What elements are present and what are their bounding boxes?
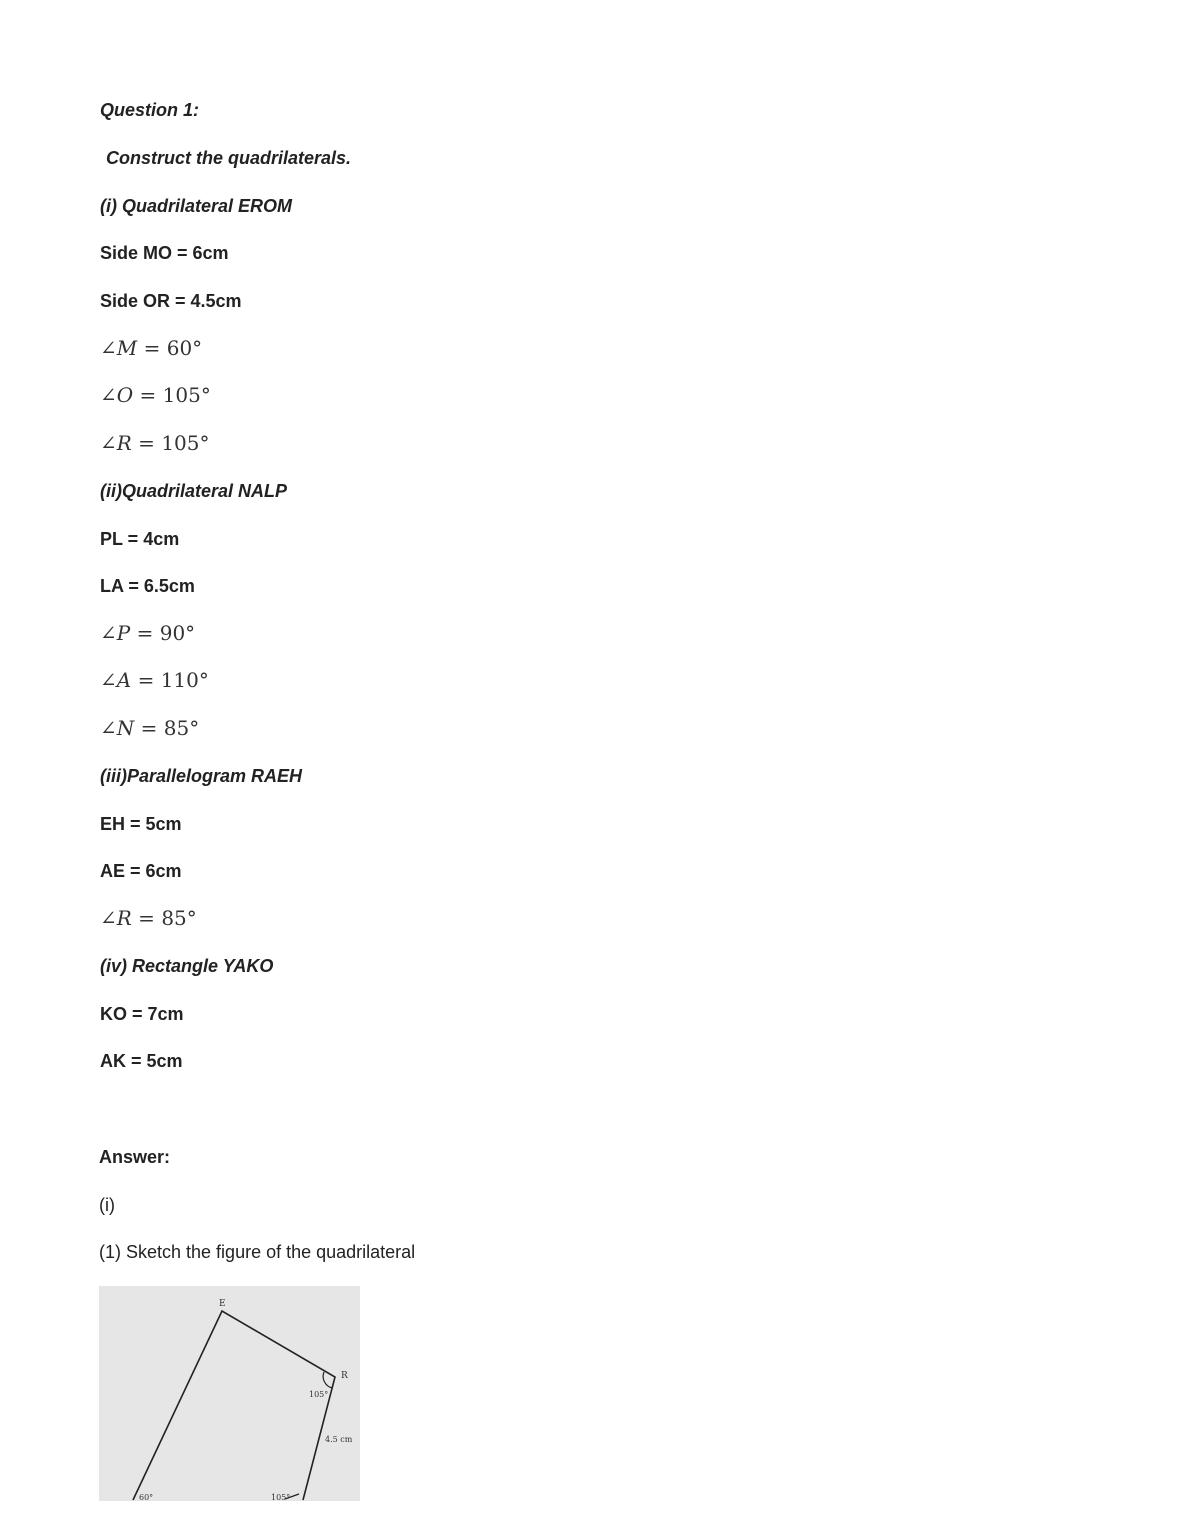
side-spec: AE = 6cm: [100, 861, 182, 881]
angle-spec: ∠N = 85°: [100, 716, 200, 740]
quadrilateral-drawing: [99, 1286, 360, 1501]
side-spec: KO = 7cm: [100, 1004, 184, 1024]
angle-spec: ∠R = 85°: [100, 906, 197, 930]
side-spec: EH = 5cm: [100, 814, 182, 834]
angle-m-label: 60°: [139, 1493, 154, 1501]
side-or-label: 4.5 cm: [325, 1435, 353, 1444]
answer-label: Answer:: [99, 1147, 171, 1167]
vertex-r-label: R: [341, 1371, 348, 1381]
side-spec: PL = 4cm: [100, 529, 180, 549]
angle-o-label: 105°: [271, 1493, 291, 1501]
question-title: Question 1:: [100, 100, 200, 120]
angle-r-label: 105°: [309, 1390, 329, 1399]
side-spec: Side OR = 4.5cm: [100, 291, 242, 311]
side-spec: LA = 6.5cm: [100, 576, 195, 596]
quadrilateral-sketch: [99, 1286, 360, 1501]
part-title: (ii)Quadrilateral NALP: [100, 481, 288, 501]
angle-spec: ∠A = 110°: [100, 668, 209, 692]
angle-spec: ∠R = 105°: [100, 431, 210, 455]
answer-step: (1) Sketch the figure of the quadrilateral: [99, 1242, 416, 1262]
angle-spec: ∠P = 90°: [100, 621, 196, 645]
side-spec: AK = 5cm: [100, 1051, 183, 1071]
side-spec: Side MO = 6cm: [100, 243, 229, 263]
vertex-e-label: E: [219, 1299, 226, 1309]
angle-spec: ∠M = 60°: [100, 336, 203, 360]
part-title: (iv) Rectangle YAKO: [100, 956, 274, 976]
angle-spec: ∠O = 105°: [100, 383, 211, 407]
instruction: Construct the quadrilaterals.: [106, 148, 352, 168]
part-title: (i) Quadrilateral EROM: [100, 196, 293, 216]
answer-part: (i): [99, 1195, 115, 1215]
part-title: (iii)Parallelogram RAEH: [100, 766, 303, 786]
